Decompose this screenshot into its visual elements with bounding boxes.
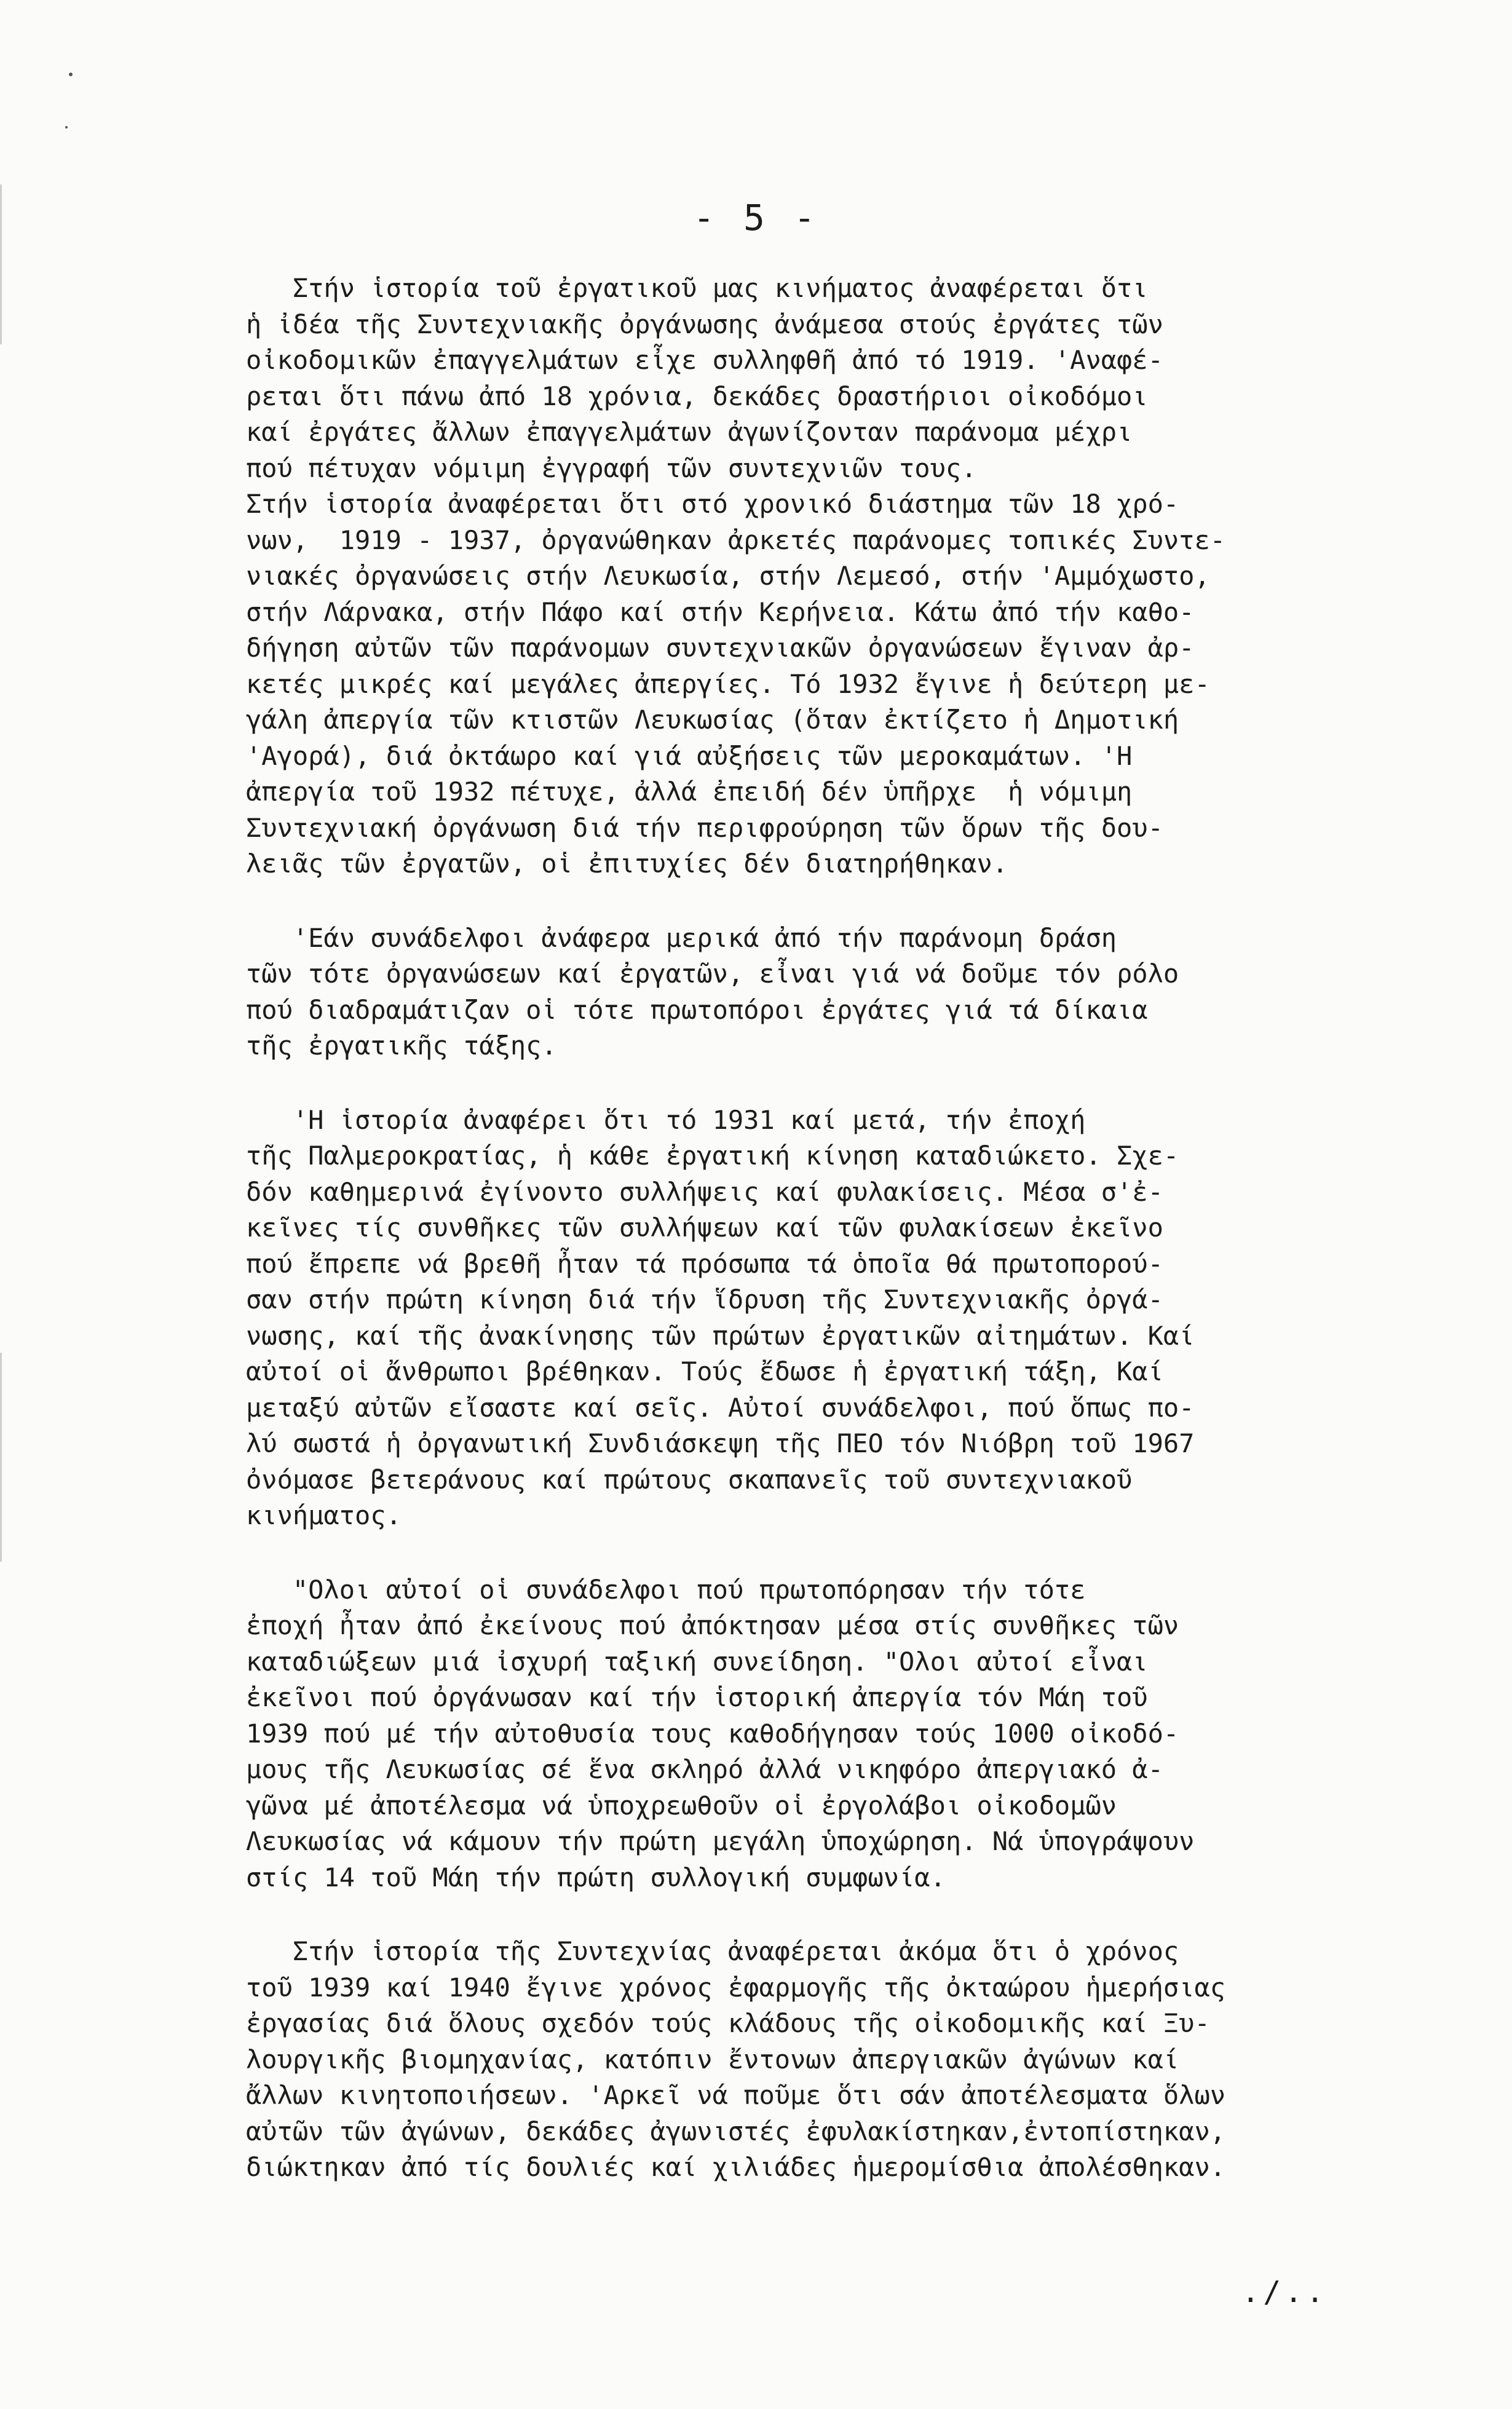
text-line: λουργικῆς βιομηχανίας, κατόπιν ἔντονων ἀπεργιακῶν ἀγώνων καί [246,2044,1179,2075]
text-line: 'Η ἱστορία ἀναφέρει ὅτι τό 1931 καί μετά, τήν ἐποχή [246,1104,1086,1135]
paragraph-5 [246,1934,1439,2186]
text-line: ὀνόμασε βετεράνους καί πρώτους σκαπανεῖς τοῦ συντεχνιακοῦ [246,1464,1133,1495]
paragraph-2 [246,920,1439,1064]
text-line: σαν στήν πρώτη κίνηση διά τήν ἵδρυση τῆς Συντεχνιακῆς ὀργά- [246,1284,1163,1315]
text-line: ἀπεργία τοῦ 1932 πέτυχε, ἀλλά ἐπειδή δέν ὑπῆρχε ἡ νόμιμη [246,777,1133,807]
text-line: τοῦ 1939 καί 1940 ἔγινε χρόνος ἐφαρμογῆς τῆς ὀκταώρου ἡμερήσιας [246,1972,1226,2003]
text-line: πού ἔπρεπε νά βρεθῆ ἦταν τά πρόσωπα τά ὁποῖα θά πρωτοπορού- [246,1248,1163,1279]
text-line: γῶνα μέ ἀποτέλεσμα νά ὑποχρεωθοῦν οἱ ἐργολάβοι οἰκοδομῶν [246,1790,1117,1821]
scan-speck [65,126,68,129]
text-line: λύ σωστά ἡ ὀργανωτική Συνδιάσκεψη τῆς ΠΕΟ τόν Νιόβρη τοῦ 1967 [246,1428,1195,1458]
text-line: αὐτοί οἱ ἄνθρωποι βρέθηκαν. Τούς ἔδωσε ἡ ἐργατική τάξη, Καί [246,1356,1163,1386]
paragraph-4 [246,1572,1439,1896]
text-line: Συντεχνιακή ὀργάνωση διά τήν περιφρούρηση τῶν ὅρων τῆς δου- [246,812,1163,843]
text-line: Στήν ἱστορία τῆς Συντεχνίας ἀναφέρεται ἀκόμα ὅτι ὁ χρόνος [246,1936,1179,1966]
text-line: Στήν ἱστορία τοῦ ἐργατικοῦ μας κινήματος ἀναφέρεται ὅτι [246,273,1148,303]
scan-edge-shadow [0,1353,2,1562]
text-line: στήν Λάρνακα, στήν Πάφο καί στήν Κερήνεια. Κάτω ἀπό τήν καθο- [246,596,1195,627]
text-line: τῶν τότε ὀργανώσεων καί ἐργατῶν, εἶναι γιά νά δοῦμε τόν ρόλο [246,959,1179,989]
text-line: νωσης, καί τῆς ἀνακίνησης τῶν πρώτων ἐργατικῶν αἰτημάτων. Καί [246,1320,1195,1351]
text-line: δήγηση αὐτῶν τῶν παράνομων συντεχνιακῶν ὀργανώσεων ἔγιναν ἀρ- [246,633,1195,663]
text-line: γάλη ἀπεργία τῶν κτιστῶν Λευκωσίας (ὅταν ἐκτίζετο ἡ Δημοτική [246,705,1179,735]
text-line: καί ἐργάτες ἄλλων ἐπαγγελμάτων ἀγωνίζονταν παράνομα μέχρι [246,417,1133,447]
text-line: πού διαδραμάτιζαν οἱ τότε πρωτοπόροι ἐργάτες γιά τά δίκαια [246,994,1148,1025]
text-line: Στήν ἱστορία ἀναφέρεται ὅτι στό χρονικό διάστημα τῶν 18 χρό- [246,489,1179,519]
text-line: ἄλλων κινητοποιήσεων. 'Αρκεῖ νά ποῦμε ὅτι σάν ἀποτέλεσματα ὅλων [246,2080,1226,2110]
text-line: νιακές ὀργανώσεις στήν Λευκωσία, στήν Λεμεσό, στήν 'Αμμόχωστο, [246,561,1210,591]
text-line: ἐργασίας διά ὅλους σχεδόν τούς κλάδους τῆς οἰκοδομικῆς καί Ξυ- [246,2008,1210,2038]
scan-speck [69,73,73,76]
text-line: τῆς ἐργατικῆς τάξης. [246,1030,557,1061]
text-line: ἡ ἰδέα τῆς Συντεχνιακῆς ὀργάνωσης ἀνάμεσα στούς ἐργάτες τῶν [246,309,1163,339]
text-line: 'Αγορά), διά ὀκτάωρο καί γιά αὐξήσεις τῶν μεροκαμάτων. 'Η [246,740,1133,771]
text-line: νων, 1919 - 1937, ὀργανώθηκαν ἀρκετές παράνομες τοπικές Συντε- [246,524,1226,555]
text-line: 1939 πού μέ τήν αὐτοθυσία τους καθοδήγησαν τούς 1000 οἰκοδό- [246,1718,1179,1749]
text-line: δόν καθημερινά ἐγίνοντο συλλήψεις καί φυλακίσεις. Μέσα σ'ἐ- [246,1176,1163,1207]
text-line: "Ολοι αὐτοί οἱ συνάδελφοι πού πρωτοπόρησαν τήν τότε [246,1574,1086,1605]
text-line: μεταξύ αὐτῶν εἴσαστε καί σεῖς. Αὐτοί συνάδελφοι, πού ὅπως πο- [246,1392,1195,1423]
text-line: τῆς Παλμεροκρατίας, ἡ κάθε ἐργατική κίνηση καταδιώκετο. Σχε- [246,1141,1179,1171]
text-line: 'Εάν συνάδελφοι ἀνάφερα μερικά ἀπό τήν παράνομη δράση [246,922,1117,953]
paragraph-spacer [246,1534,1439,1572]
text-line: ἐποχή ἦταν ἀπό ἐκείνους πού ἀπόκτησαν μέσα στίς συνθῆκες τῶν [246,1610,1179,1640]
text-line: κινήματος. [246,1500,402,1530]
text-line: μους τῆς Λευκωσίας σέ ἕνα σκληρό ἀλλά νικηφόρο ἀπεργιακό ἀ- [246,1754,1163,1784]
text-line: ἐκεῖνοι πού ὀργάνωσαν καί τήν ἱστορική ἀπεργία τόν Μάη τοῦ [246,1682,1148,1712]
continuation-mark: ./.. [1241,2275,1328,2309]
text-line: πού πέτυχαν νόμιμη ἐγγραφή τῶν συντεχνιῶν τους. [246,453,977,483]
text-line: αὐτῶν τῶν ἀγώνων, δεκάδες ἀγωνιστές ἐφυλακίστηκαν,ἐντοπίστηκαν, [246,2116,1226,2146]
document-body [246,271,1439,2186]
text-line: στίς 14 τοῦ Μάη τήν πρώτη συλλογική συμφωνία. [246,1862,946,1893]
paragraph-spacer [246,1064,1439,1102]
page-number: - 5 - [693,197,819,239]
paragraph-spacer [246,1896,1439,1934]
text-line: Λευκωσίας νά κάμουν τήν πρώτη μεγάλη ὑποχώρηση. Νά ὑπογράψουν [246,1826,1195,1856]
text-line: κετές μικρές καί μεγάλες ἀπεργίες. Τό 1932 ἔγινε ἡ δεύτερη με- [246,668,1210,699]
text-line: καταδιώξεων μιά ἰσχυρή ταξική συνείδηση. "Ολοι αὐτοί εἶναι [246,1646,1148,1677]
text-line: ρεται ὅτι πάνω ἀπό 18 χρόνια, δεκάδες δραστήριοι οἰκοδόμοι [246,381,1148,411]
paragraph-spacer [246,882,1439,920]
paragraph-3 [246,1102,1439,1534]
text-line: λειᾶς τῶν ἐργατῶν, οἱ ἐπιτυχίες δέν διατηρήθηκαν. [246,848,1008,879]
text-line: οἰκοδομικῶν ἐπαγγελμάτων εἶχε συλληφθῆ ἀπό τό 1919. 'Αναφέ- [246,345,1163,375]
text-line: κεῖνες τίς συνθῆκες τῶν συλλήψεων καί τῶν φυλακίσεων ἐκεῖνο [246,1212,1163,1243]
text-line: διώκτηκαν ἀπό τίς δουλιές καί χιλιάδες ἡμερομίσθια ἀπολέσθηκαν. [246,2152,1226,2182]
paragraph-1 [246,271,1439,882]
